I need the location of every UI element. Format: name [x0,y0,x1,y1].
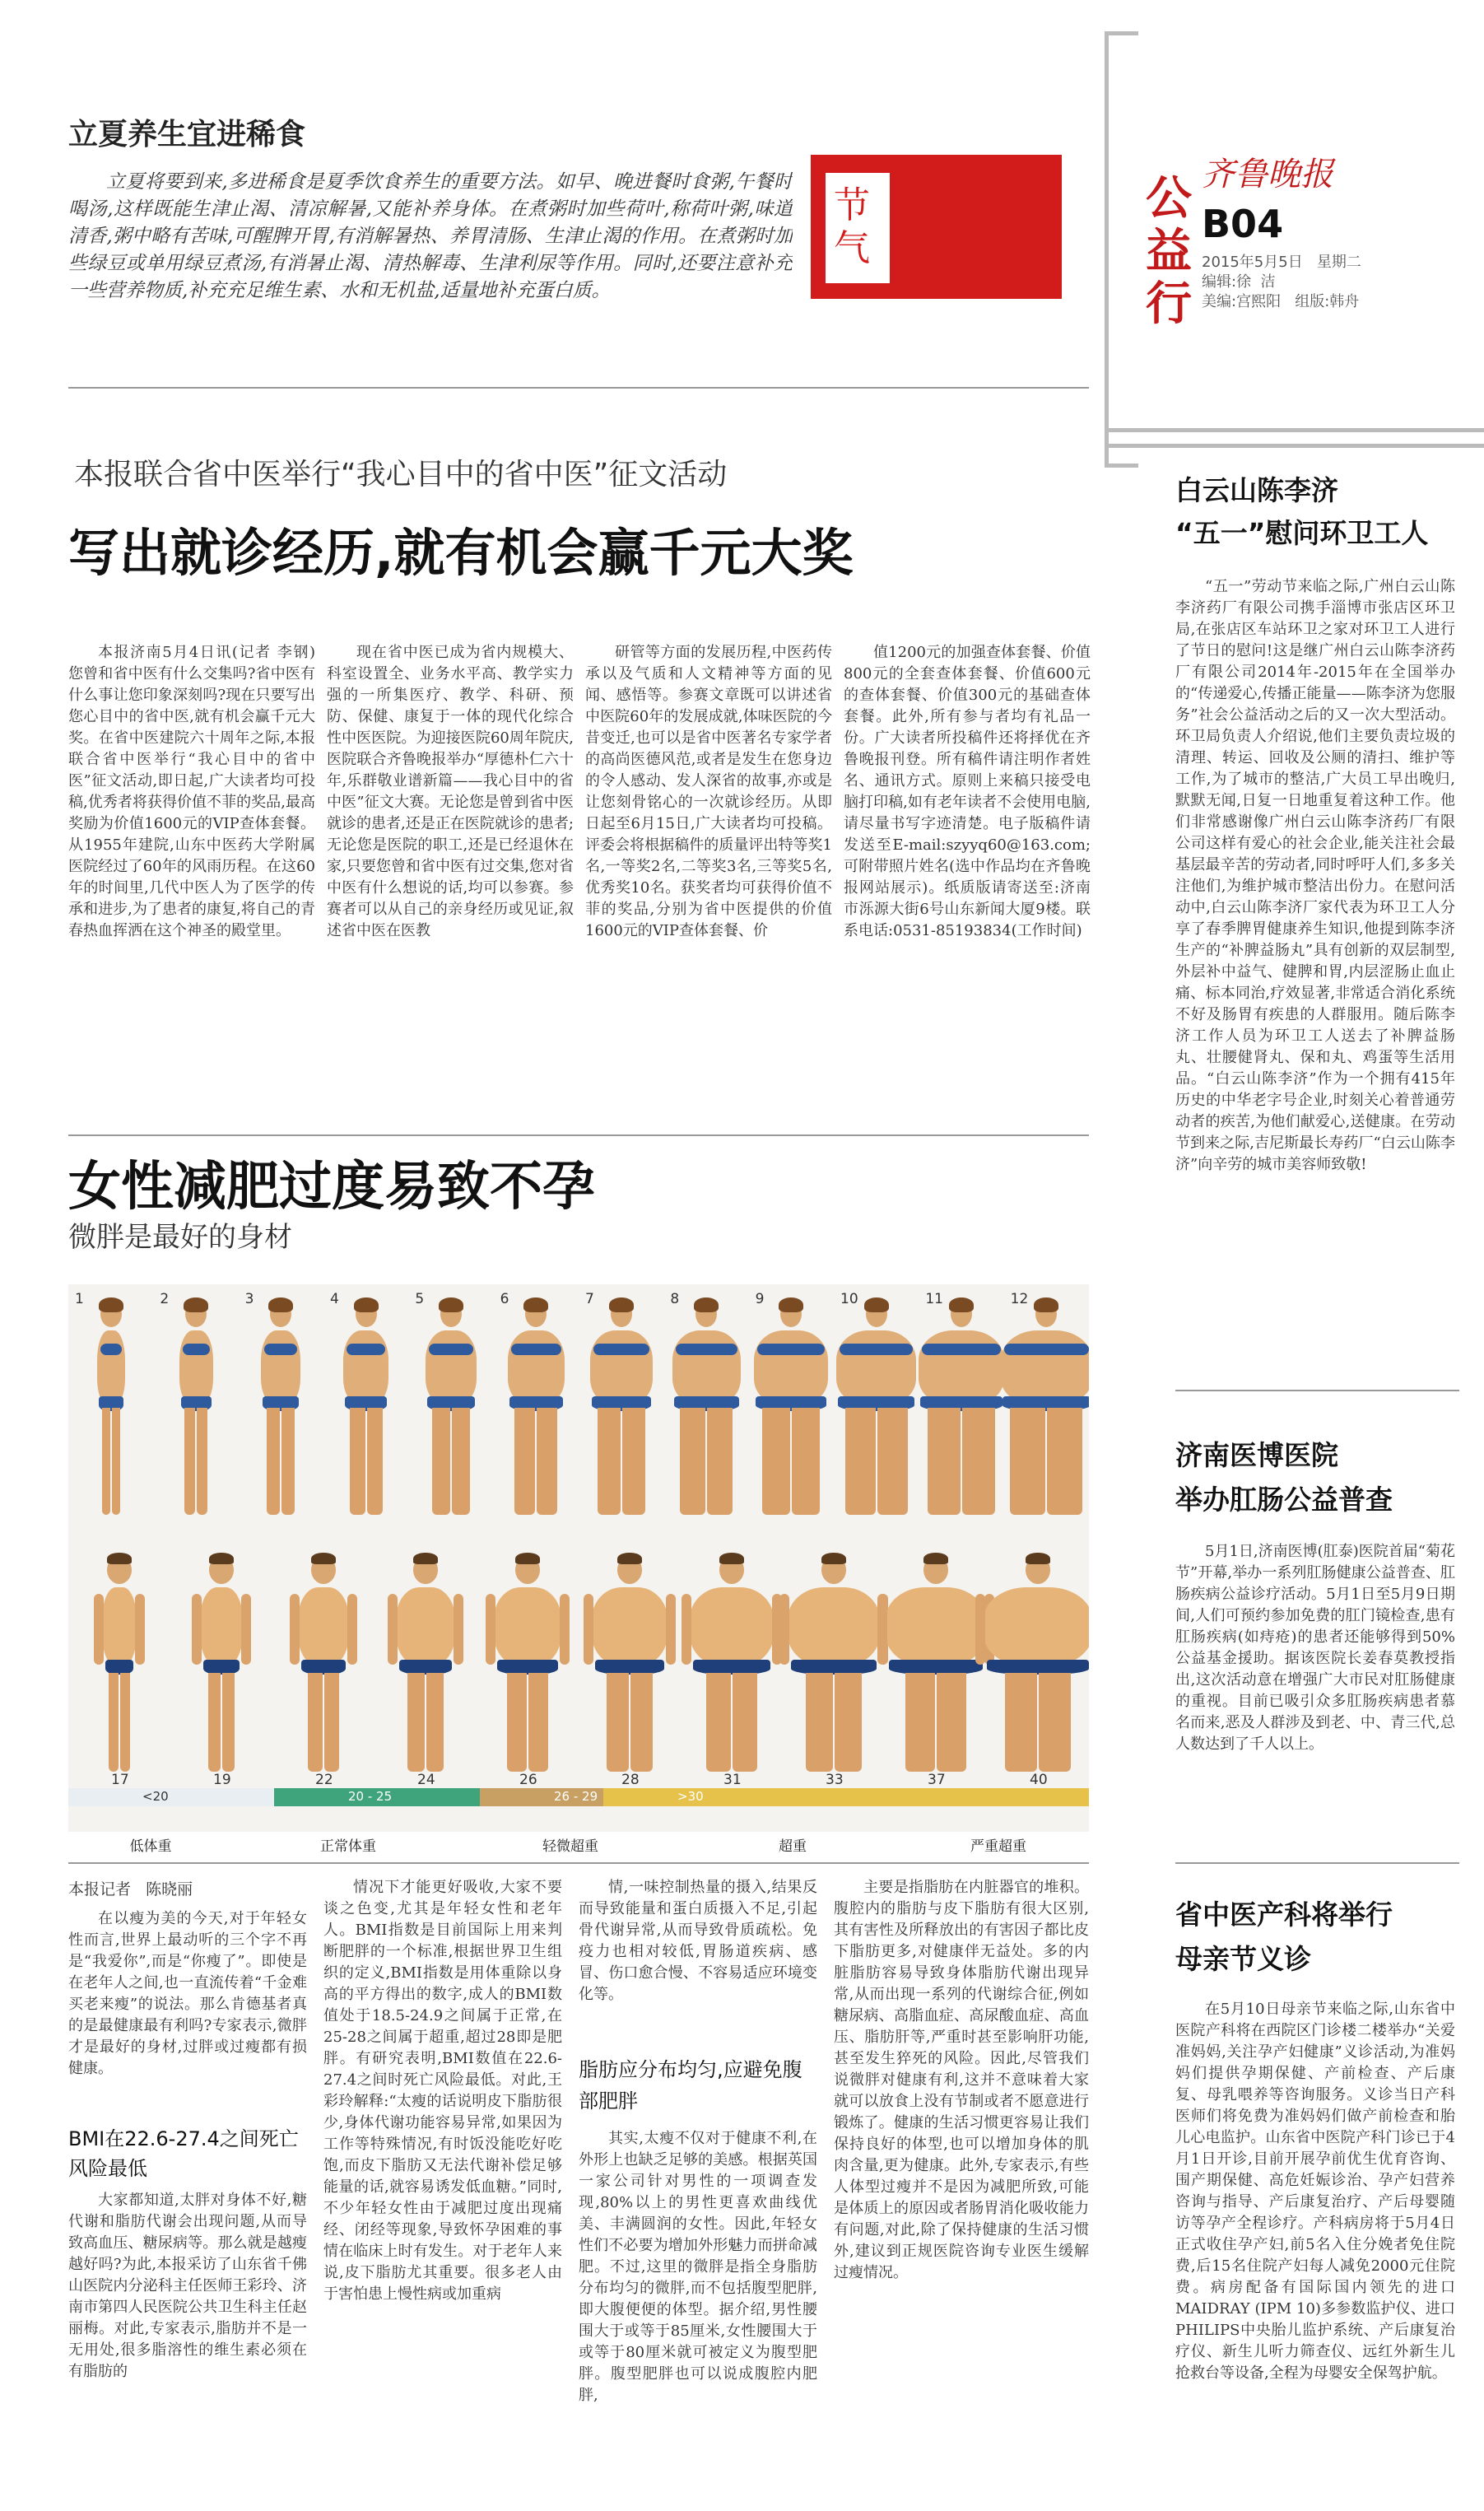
solar-body [68,169,793,366]
male-arm [388,1594,398,1665]
male-figure-number: 40 [1030,1772,1048,1788]
male-leg [806,1673,833,1772]
female-row [68,1284,1089,1531]
weight-col-3b-text: 其实,太瘦不仅对于健康不利,在外形上也缺乏足够的美感。根据英国一家公司针对男性的一项调查发现,80%以上的男性更喜欢曲线优美、丰满圆润的女性。因此,年轻女性们不必要为增加外形魅力而拼命减肥。不过,这里的微胖是指全身脂肪分布均匀的微胖,而不包括腹型肥胖,即大腹便便的体型。据介绍,男性腰围大于或等于85厘米,女性腰围大于或等于80厘米就可被定义为腹型肥胖。腹型肥胖也可以说成腹腔内肥胖, [579,2130,817,2404]
male-trunks [693,1660,770,1675]
female-figure-number: 11 [925,1291,943,1307]
solar-title: 立夏养生宜进稀食 [68,118,306,151]
female-torso [261,1330,300,1405]
male-arm [682,1594,691,1665]
male-leg [324,1673,339,1772]
male-arm [290,1594,300,1665]
female-figure-number: 9 [755,1291,765,1307]
bmi-category-label: 正常体重 [320,1838,376,1855]
male-arm [135,1594,145,1665]
weight-col-1a-text: 在以瘦为美的今天,对于年轻女性而言,世界上最动听的三个字不再是“我爱你”,而是“你瘦了”。即使是在老年人之间,也一直流传着“千金难买老来瘦”的说法。那么肯德基者真的是最健康最有利吗?专家表示,微胖才是最好的身材,过胖或过瘦都有损健康。 [68,1910,307,2077]
male-torso [102,1587,137,1666]
sidebar-b-body [1175,1541,1455,1850]
female-hair [694,1297,719,1312]
female-hair [184,1297,208,1312]
date-line: 2015年5月5日 星期二 [1202,254,1361,271]
female-torso [179,1330,213,1405]
weight-col-1a [68,1908,307,2114]
female-bikini-top [347,1344,385,1355]
section-title: 公益行 [1146,172,1192,331]
female-torso [836,1330,916,1405]
contest-col-1 [68,642,315,1124]
contest-col-3-text: 研管等方面的发展历程,中医药传承以及气质和人文精神等方面的见闻、感悟等。参赛文章既可以讲述省中医院60年的发展成就,体味医院的今昔变迁,也可以是省中医著名专家学者的高尚医德风范,或者是发生在您身边的令人感动、发人深省的故事,亦或是让您刻骨铭心的一次就诊经历。从即日起至6月15日,广大读者均可投稿。评委会将根据稿件的质量评出特等奖1名,一等奖2名,二等奖3名,三等奖5名,优秀奖10名。获奖者均可获得价值不菲的奖品,分别为省中医提供的价值1600元的VIP查体套餐、价 [585,644,832,939]
male-torso [984,1587,1089,1666]
bmi-scale-segment [603,1788,1089,1806]
sidebar-b-title-1: 济南医博医院 [1175,1439,1338,1471]
female-leg [792,1408,820,1515]
male-trunks [987,1660,1089,1675]
female-bikini-top [264,1344,297,1355]
female-torso [590,1330,653,1405]
female-leg [267,1408,280,1515]
bmi-scale-label: 20 - 25 [348,1789,393,1804]
sidebar-divider-2 [1175,1862,1459,1864]
weight-col-3a-text: 情,一味控制热量的摄入,结果反而导致能量和蛋白质摄入不足,引起骨代谢异常,从而导致骨质疏松。免疫力也相对较低,胃肠道疾病、感冒、伤口愈合慢、不容易适应环境变化等。 [579,1879,817,2003]
male-trunks [595,1660,664,1675]
female-figure-number: 12 [1010,1291,1029,1307]
sidebar-a-title-2: “五一”慰问环卫工人 [1175,517,1429,549]
bmi-scale-label: >30 [677,1789,704,1804]
female-torso [672,1330,741,1405]
paper-logo: 齐鲁晚报 [1202,156,1333,193]
male-hair [617,1553,642,1564]
female-leg [102,1408,110,1515]
male-leg [733,1673,757,1772]
sidebar-c-title-2: 母亲节义诊 [1175,1943,1311,1975]
female-torso [343,1330,388,1405]
female-torso [754,1330,828,1405]
weight-col-2-text: 情况下才能更好吸收,大家不要谈之色变,尤其是年轻女性和老年人。BMI指数是目前国际上用来判断肥胖的一个标准,根据世界卫生组织的定义,BMI指数是用体重除以身高的平方得出的数字,成人的BMI数值处于18.5-24.9之间属于正常,在25-28之间属于超重,超过28即是肥胖。有研究表明,BMI数值在22.6-27.4之间时死亡风险最低。对此,王彩玲解释:“太瘦的话说明皮下脂肪很少,身体代谢功能容易异常,如果因为工作等特殊情况,有时饭没能吃好吃饱,而皮下脂肪又无法代谢补偿足够能量的话,就容易诱发低血糖。”同时,不少年轻女性由于减肥过度出现痛经、闭经等现象,导致怀孕困难的事情在临床上时有发生。对于老年人来说,皮下脂肪尤其重要。很多老人由于害怕患上慢性病或加重病 [323,1879,562,2303]
female-torso [1001,1330,1089,1405]
female-torso [97,1330,125,1405]
male-leg [528,1673,548,1772]
male-leg [706,1673,731,1772]
page-number: B04 [1202,202,1284,246]
female-hair [949,1297,974,1312]
female-figure-number: 7 [585,1291,594,1307]
male-leg [630,1673,653,1772]
male-hair [107,1553,132,1564]
female-leg [537,1408,557,1515]
male-leg [607,1673,629,1772]
bmi-scale-label: 26 - 29 [554,1789,598,1804]
male-leg [109,1673,119,1772]
weight-col-3a [579,1877,817,2046]
female-hair [268,1297,293,1312]
male-trunks [791,1660,877,1675]
contest-col-4-text: 值1200元的加强查体套餐、价值800元的全套查体套餐、价值600元的查体套餐、价值300元的基础查体套餐。此外,所有参与者均有礼品一份。广大读者所投稿件还将择优在齐鲁晚报刊登。所有稿件请注明作者姓名、通讯方式。原则上来稿只接受电脑打印稿,如有老年读者不会使用电脑,请尽量书写字迹清楚。电子版稿件请发送至E-mail:szyyq60@163.com;可附带照片姓名(选中作品均在齐鲁晚报网站展示)。纸质版请寄送至:济南市泺源大街6号山东新闻大厦9楼。联系电话:0531-85193834(工作时间) [844,644,1091,939]
male-torso [690,1587,774,1666]
male-figure-number: 22 [315,1772,333,1788]
male-figure-number: 26 [519,1772,537,1788]
bmi-scale-label: <20 [142,1789,169,1804]
male-leg [905,1673,935,1772]
male-arm [584,1594,593,1665]
weight-col-2 [323,1877,562,2499]
female-bikini-top [757,1344,825,1355]
female-leg [367,1408,383,1515]
contest-headline: 写出就诊经历,就有机会赢千元大奖 [68,523,854,583]
male-arm [779,1594,789,1665]
bmi-category-row [68,1833,1089,1859]
bmi-category-label: 低体重 [129,1838,172,1855]
male-leg [835,1673,862,1772]
male-arm [560,1594,570,1665]
male-hair [515,1553,540,1564]
female-hair [523,1297,548,1312]
female-leg [622,1408,645,1515]
female-figure-number: 3 [244,1291,254,1307]
female-figure-number: 10 [840,1291,858,1307]
male-hair [923,1553,948,1564]
divider-2 [68,1134,1089,1136]
bmi-category-label: 轻微超重 [542,1838,598,1855]
female-leg [281,1408,295,1515]
female-hair [1034,1297,1058,1312]
female-leg [432,1408,450,1515]
male-leg [507,1673,527,1772]
female-leg [762,1408,790,1515]
editor-line: 编辑:徐 洁 [1202,273,1276,291]
male-arm [347,1594,357,1665]
male-torso [886,1587,986,1666]
male-leg [1039,1673,1071,1772]
weight-col-1-head: BMI在22.6-27.4之间死亡风险最低 [68,2127,299,2180]
female-hair [99,1297,123,1312]
female-leg [598,1408,621,1515]
male-arm [877,1594,887,1665]
female-bikini-top [593,1344,649,1355]
male-figure-number: 31 [723,1772,742,1788]
male-leg [937,1673,966,1772]
solar-paragraph: 立夏将要到来,多进稀食是夏季饮食养生的重要方法。如早、晚进餐时食粥,午餐时喝汤,这样既能生津止渴、清凉解暑,又能补养身体。在煮粥时加些荷叶,称荷叶粥,味道清香,粥中略有苦味,可醒脾开胃,有消解暑热、养胃清肠、生津止渴的作用。在煮粥时加些绿豆或单用绿豆煮汤,有消暑止渴、清热解毒、生津利尿等作用。同时,还要注意补充一些营养物质,补充充足维生素、水和无机盐,适量地补充蛋白质。 [68,171,793,301]
male-figure-number: 33 [826,1772,844,1788]
weight-col-4-text: 主要是指脂肪在内脏器官的堆积。腹腔内的脂肪与皮下脂肪有很大区别,其有害性及所释放出的有害因子都比皮下脂肪更多,对健康伴无益处。多的内脏脂肪容易导致身体脂肪代谢出现异常,从而出现一系列的代谢综合征,例如糖尿病、高脂血症、高尿酸血症、高血压、脂肪肝等,严重时甚至影响肝功能,甚至发生猝死的风险。因此,尽管我们说微胖对健康有利,这并不意味着大家就可以放食上没有节制或者不愿意进行锻炼了。健康的生活习惯更容易让我们保持良好的体型,也可以增加身体的肌肉含量,更为健康。此外,专家表示,有些人体型过瘦并不是因为减肥所致,可能是体质上的原因或者肠胃消化吸收能力有问题,对此,除了保持健康的生活习惯外,建议到正规医院咨询专业医生缓解过瘦情况。 [834,1879,1089,2281]
weight-col-4 [834,1877,1089,2499]
divider-1 [68,387,1089,389]
female-figure-number: 1 [75,1291,84,1307]
female-hair [609,1297,634,1312]
sidebar-c-title-1: 省中医产科将举行 [1175,1898,1393,1931]
design-line: 美编:宫熙阳 组版:韩舟 [1202,293,1360,310]
female-bikini-top [100,1344,122,1355]
male-hair [719,1553,744,1564]
female-hair [439,1297,463,1312]
female-bikini-top [1004,1344,1089,1355]
female-leg [928,1408,961,1515]
male-hair [209,1553,234,1564]
male-figure-number: 19 [213,1772,231,1788]
female-leg [197,1408,207,1515]
male-torso [494,1587,561,1666]
weight-col-3-head: 脂肪应分布均匀,应避免腹部肥胖 [579,2058,802,2113]
contest-col-2-text: 现在省中医已成为省内规模大、科室设置全、业务水平高、教学实力强的一所集医疗、教学、科研、预防、保健、康复于一体的现代化综合性中医医院。为迎接医院60周年院庆,医院联合齐鲁晚报举办“厚德朴仁六十年,乐群敬业谱新篇——我心目中的省中医”征文大赛。无论您是曾到省中医就诊的患者,还是正在医院就诊的患者;无论您是医院的职工,还是已经退休在家,只要您曾和省中医有过交集,您对省中医有什么想说的话,均可以参赛。参赛者可以从自己的亲身经历或见证,叙述省中医在医教 [327,644,574,939]
female-hair [354,1297,379,1312]
male-arm [486,1594,495,1665]
female-torso [919,1330,1004,1405]
female-figure-number: 6 [500,1291,509,1307]
male-figure-number: 37 [928,1772,946,1788]
female-leg [112,1408,120,1515]
female-leg [514,1408,535,1515]
male-arm [975,1594,985,1665]
female-leg [845,1408,876,1515]
female-bikini-top [183,1344,210,1355]
female-leg [707,1408,733,1515]
solar-term-stamp [811,155,1062,299]
male-leg [120,1673,130,1772]
male-torso [396,1587,455,1666]
masthead-border [1105,31,1138,468]
contest-col-1-text: 本报济南5月4日讯(记者 李钢) 您曾和省中医有什么交集吗?省中医有什么事让您印象深刻吗?现在只要写出您心目中的省中医,就有机会赢千元大奖。在省中医建院六十周年之际,本报联合省中医举行“我心目中的省中医”征文活动,即日起,广大读者均可投稿,优秀者将获得价值不菲的奖品,最高奖励为价值1600元的VIP查体套餐。从1955年建院,山东中医药大学附属医院经过了60年的风雨历程。在这60年的时间里,几代中医人为了医学的传承和进步,为了患者的康复,将自己的青春热血挥洒在这个神圣的殿堂里。 [68,644,315,939]
sidebar-a-title-1: 白云山陈李济 [1175,474,1338,506]
male-arm [454,1594,463,1665]
male-figure-number: 24 [417,1772,435,1788]
weight-byline: 本报记者 陈晓丽 [68,1880,193,1898]
weight-col-1b-text: 大家都知道,太胖对身体不好,糖代谢和脂肪代谢会出现问题,从而导致高血压、糖尿病等。那么就是越瘦越好吗?为此,本报采访了山东省千佛山医院内分泌科主任医师王彩玲、济南市第四人民医院公共卫生科主任赵丽梅。对此,专家表示,脂肪并不是一无用处,很多脂溶性的维生素必须在有脂肪的 [68,2192,307,2380]
female-leg [680,1408,705,1515]
weight-subhead: 微胖是最好的身材 [68,1221,292,1254]
male-torso [788,1587,880,1666]
female-leg [184,1408,195,1515]
male-trunks [889,1660,983,1675]
female-leg [452,1408,470,1515]
contest-col-2 [327,642,574,1124]
female-bikini-top [840,1344,913,1355]
contest-col-4 [844,642,1091,1124]
female-bikini-top [511,1344,561,1355]
male-arm [666,1594,676,1665]
female-torso [426,1330,477,1405]
sidebar-c-body [1175,1999,1455,2503]
female-torso [508,1330,565,1405]
divider-3 [68,1862,1089,1864]
male-torso [298,1587,349,1666]
male-row [68,1540,1089,1787]
sidebar-b-title-2: 举办肛肠公益普查 [1175,1484,1393,1516]
sidebar-divider-1 [1175,1390,1459,1391]
female-bikini-top [429,1344,473,1355]
male-leg [308,1673,323,1772]
male-leg [426,1673,444,1772]
contest-col-3 [585,642,832,1124]
female-figure-number: 2 [160,1291,170,1307]
weight-col-1b [68,2190,307,2499]
male-torso [592,1587,668,1666]
weight-col-3b [579,2128,817,2499]
sidebar-b-text: 5月1日,济南医博(肛泰)医院首届“菊花节”开幕,举办一系列肛肠健康公益普查、肛肠疾病公益诊疗活动。5月1日至5月9日期间,人们可预约参加免费的肛门镜检查,患有肛肠疾病(如痔疮)的患者还能够得到50%公益基金援助。据该医院长姜春莫教授指出,这次活动意在增强广大市民对肛肠健康的重视。目前已吸引众多肛肠疾病患者慕名而来,恶及人群涉及到老、中、青三代,总人数达到了千人以上。 [1175,1543,1455,1753]
bmi-scale-segment [68,1788,274,1806]
male-leg [407,1673,425,1772]
male-arm [94,1594,104,1665]
female-leg [1010,1408,1045,1515]
female-leg [877,1408,908,1515]
female-figure-number: 8 [670,1291,680,1307]
female-bikini-top [676,1344,737,1355]
male-arm [192,1594,202,1665]
masthead-border-bottom [1105,428,1484,448]
female-figure-number: 5 [415,1291,425,1307]
male-torso [200,1587,243,1666]
female-leg [962,1408,995,1515]
male-hair [821,1553,846,1564]
male-figure-number: 28 [621,1772,640,1788]
male-leg [1005,1673,1037,1772]
female-leg [350,1408,365,1515]
female-bikini-top [922,1344,1001,1355]
male-arm [241,1594,251,1665]
female-figure-number: 4 [330,1291,339,1307]
bmi-scale-bar [68,1788,1089,1806]
bmi-figure [68,1284,1089,1832]
sidebar-c-text: 在5月10日母亲节来临之际,山东省中医院产科将在西院区门诊楼二楼举办“关爱准妈妈,关注孕产妇健康”义诊活动,为准妈妈们提供孕期保健、产前检查、产后康复、母乳喂养等咨询服务。义诊当日产科医师们将免费为准妈妈们做产前检查和胎儿心电监护。山东省中医院产科门诊已于4月1日开诊,目前开展孕前优生优育咨询、围产期保健、高危妊娠诊治、孕产妇营养咨询与指导、产后康复治疗、产后母婴随访等孕产全程诊疗。产科病房将于5月4日正式收住孕产妇,前5名入住分娩者免住院费,后15名住院产妇每人减免2000元住院费。病房配备有国际国内领先的进口MAIDRAY (IPM 10)多参数监护仪、进口PHILIPS中央胎儿监护系统、产后康复治疗仪、新生儿听力筛查仪、远红外新生儿抢救台等设备,全程为母婴安全保驾护航。 [1175,2001,1455,2382]
bmi-category-label: 超重 [779,1838,807,1855]
contest-kicker: 本报联合省中医举行“我心目中的省中医”征文活动 [74,458,728,491]
weight-headline: 女性减肥过度易致不孕 [68,1157,595,1218]
male-hair [413,1553,438,1564]
male-hair [1026,1553,1050,1564]
female-hair [864,1297,889,1312]
male-leg [222,1673,235,1772]
male-figure-number: 17 [111,1772,129,1788]
bmi-category-label: 严重超重 [970,1838,1026,1855]
male-hair [311,1553,336,1564]
female-leg [1047,1408,1082,1515]
sidebar-a-text: “五一”劳动节来临之际,广州白云山陈李济药厂有限公司携手淄博市张店区环卫局,在张店区车站环卫之家对环卫工人进行了节日的慰问!这是继广州白云山陈李济药厂有限公司2014年-2015年在全国举办的“传递爱心,传播正能量——陈李济为您服务”社会公益活动之后的又一次大型活动。环卫局负责人介绍说,他们主要负责垃圾的清理、转运、回收及公厕的清扫、维护等工作,为了城市的整洁,广大员工早出晚归,默默无闻,日复一日地重复着这种工作。他们非常感谢像广州白云山陈李济药厂有限公司这样有爱心的社会企业,能关注社会最基层最辛苦的劳动者,同时呼吁人们,多多关注他们,为维护城市整洁出份力。在慰问活动中,白云山陈李济厂家代表为环卫工人分享了春季脾胃健康养生知识,他提到陈李济生产的“补脾益肠丸”具有创新的双层制型,外层补中益气、健脾和胃,内层涩肠止血止痛、标本同治,疗效显著,非常适合消化系统不好及肠胃有疾患的人群服用。随后陈李济工作人员为环卫工人送去了补脾益肠丸、壮腰健肾丸、保和丸、鸡蛋等生活用品。“白云山陈李济”作为一个拥有415年历史的中华老字号企业,时刻关心着普通劳动者的疾苦,为他们献爱心,送健康。在劳动节到来之际,吉尼斯最长寿药厂“白云山陈李济”向辛劳的城市美容师致敬! [1175,578,1455,1173]
sidebar-a-body [1175,576,1455,1367]
male-leg [208,1673,221,1772]
stamp-text: 节气 [834,184,870,269]
female-hair [779,1297,803,1312]
